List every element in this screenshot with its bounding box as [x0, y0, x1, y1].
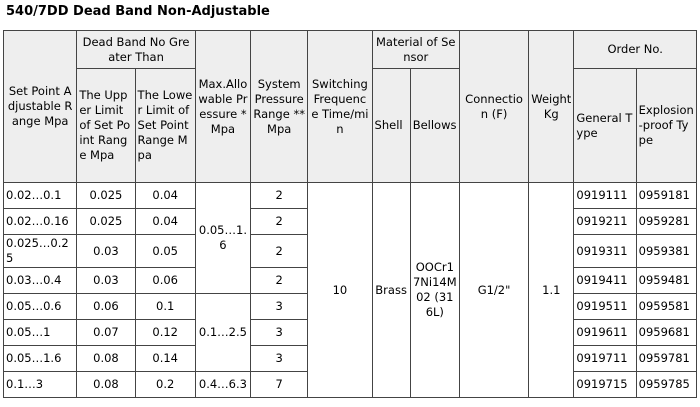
cell-explosion: 0959681	[636, 320, 696, 346]
header-system-pressure: System Pressure Range **Mpa	[251, 31, 308, 183]
header-row-1	[4, 31, 697, 69]
cell-upper: 0.08	[77, 372, 135, 398]
cell-general: 0919511	[574, 294, 636, 320]
cell-lower: 0.1	[135, 294, 195, 320]
cell-lower: 0.05	[135, 235, 195, 268]
cell-range: 0.03…0.4	[4, 268, 77, 294]
cell-range: 0.05…0.6	[4, 294, 77, 320]
header-dead-band: Dead Band No Greater Than	[77, 31, 196, 69]
cell-explosion: 0959481	[636, 268, 696, 294]
cell-upper: 0.06	[77, 294, 135, 320]
cell-upper: 0.03	[77, 235, 135, 268]
cell-lower: 0.06	[135, 268, 195, 294]
cell-system: 2	[251, 268, 308, 294]
cell-lower: 0.14	[135, 346, 195, 372]
header-connection: Connection (F)	[459, 31, 528, 183]
cell-shell: Brass	[372, 183, 410, 398]
header-switching: Switching Frequence Time/min	[308, 31, 372, 183]
cell-general: 0919311	[574, 235, 636, 268]
header-weight: Weight Kg	[529, 31, 574, 183]
cell-upper: 0.07	[77, 320, 135, 346]
cell-general: 0919111	[574, 183, 636, 209]
cell-range: 0.1…3	[4, 372, 77, 398]
cell-system: 3	[251, 346, 308, 372]
cell-max-pressure-2: 0.1…2.5	[195, 294, 250, 372]
cell-explosion: 0959281	[636, 209, 696, 235]
header-shell: Shell	[372, 69, 410, 183]
cell-general: 0919611	[574, 320, 636, 346]
cell-explosion: 0959785	[636, 372, 696, 398]
cell-system: 2	[251, 183, 308, 209]
cell-lower: 0.12	[135, 320, 195, 346]
cell-general: 0919411	[574, 268, 636, 294]
cell-system: 2	[251, 235, 308, 268]
table-title: 540/7DD Dead Band Non-Adjustable	[6, 4, 270, 19]
header-max-pressure: Max.Allowable Pressure *Mpa	[195, 31, 250, 183]
header-bellows: Bellows	[410, 69, 459, 183]
header-general: General Type	[574, 69, 636, 183]
cell-upper: 0.08	[77, 346, 135, 372]
cell-weight: 1.1	[529, 183, 574, 398]
cell-system: 3	[251, 294, 308, 320]
cell-connection: G1/2"	[459, 183, 528, 398]
header-lower: The Lower Limit of Set Point Range Mpa	[135, 69, 195, 183]
header-set-point: Set Point Adjustable Range Mpa	[4, 31, 77, 183]
cell-explosion: 0959581	[636, 294, 696, 320]
header-material: Material of Sensor	[372, 31, 459, 69]
cell-general: 0919211	[574, 209, 636, 235]
spec-table	[3, 30, 697, 398]
cell-general: 0919711	[574, 346, 636, 372]
cell-range: 0.05…1	[4, 320, 77, 346]
cell-explosion: 0959381	[636, 235, 696, 268]
cell-lower: 0.04	[135, 209, 195, 235]
cell-switching: 10	[308, 183, 372, 398]
cell-bellows: OOCr17Ni14M02 (316L)	[410, 183, 459, 398]
cell-range: 0.02…0.16	[4, 209, 77, 235]
cell-system: 7	[251, 372, 308, 398]
cell-general: 0919715	[574, 372, 636, 398]
cell-upper: 0.025	[77, 209, 135, 235]
header-order: Order No.	[574, 31, 697, 69]
cell-max-pressure-3: 0.4…6.3	[195, 372, 250, 398]
cell-range: 0.05…1.6	[4, 346, 77, 372]
cell-system: 2	[251, 209, 308, 235]
cell-lower: 0.2	[135, 372, 195, 398]
header-explosion: Explosion-proof Type	[636, 69, 696, 183]
cell-max-pressure-1: 0.05…1.6	[195, 183, 250, 294]
cell-range: 0.025…0.25	[4, 235, 77, 268]
cell-explosion: 0959781	[636, 346, 696, 372]
cell-system: 3	[251, 320, 308, 346]
cell-upper: 0.03	[77, 268, 135, 294]
cell-range: 0.02…0.1	[4, 183, 77, 209]
table-row	[4, 183, 697, 209]
header-upper: The Upper Limit of Set Point Range Mpa	[77, 69, 135, 183]
cell-explosion: 0959181	[636, 183, 696, 209]
cell-lower: 0.04	[135, 183, 195, 209]
cell-upper: 0.025	[77, 183, 135, 209]
